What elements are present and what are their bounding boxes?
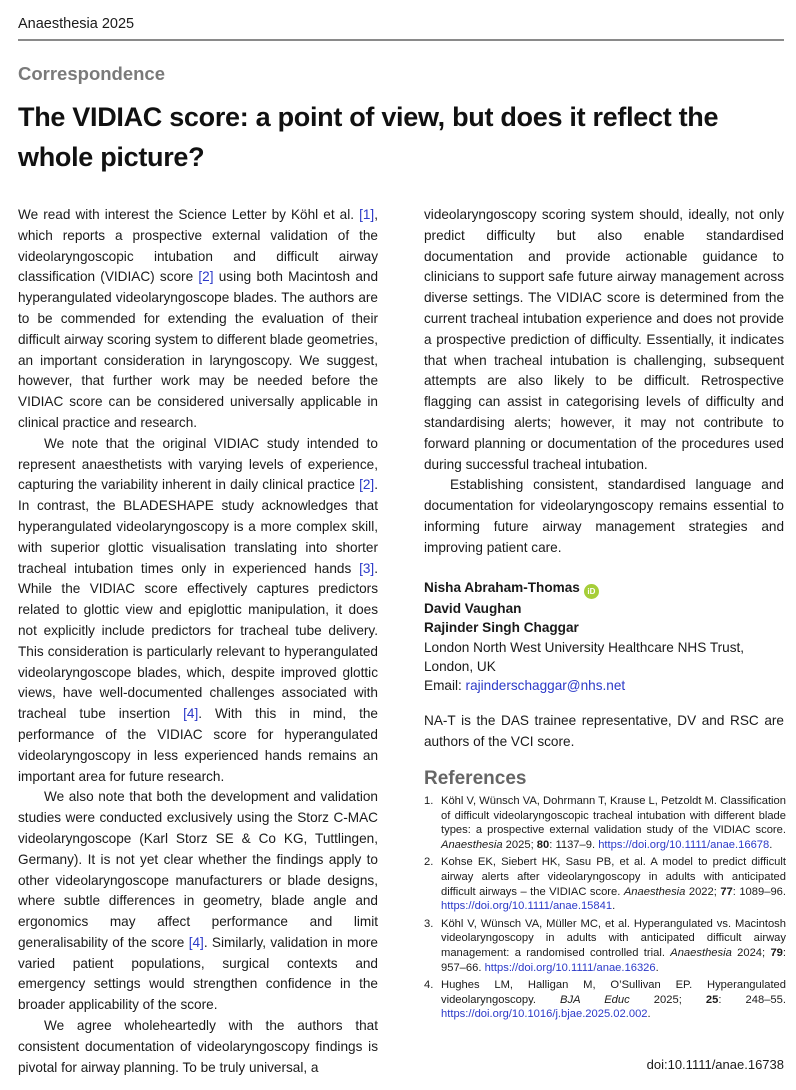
- journal-title: Anaesthesia: [623, 885, 686, 898]
- citation-link[interactable]: [2]: [198, 269, 214, 285]
- reference-text: [441, 979, 786, 1020]
- article-doi: doi:10.1111/anae.16738: [646, 1057, 784, 1072]
- article-title: The VIDIAC score: a point of view, but does it reflect the whole picture?: [18, 102, 719, 172]
- text-run: .: [655, 961, 659, 974]
- paragraph: [18, 1016, 378, 1078]
- text-run: . In contrast, the BLADESHAPE study acknowledges that hyperangulated videolaryngoscopy is a more complex skill, with superior glottic visualisation translating into shorter tracheal intubation times only in experienced hands: [18, 477, 378, 576]
- text-run: .: [647, 1008, 651, 1021]
- text-run: , which reports a prospective external validation of the videolaryngoscopic intubation and difficult airway classification (VIDIAC) score: [18, 207, 378, 285]
- header-rule: [18, 39, 784, 41]
- reference-text: [441, 856, 786, 912]
- text-run: Establishing consistent, standardised language and documentation for videolaryngoscopy remains essential to informing future airway management strategies and improving patient care.: [424, 477, 784, 555]
- text-run: 2022;: [685, 885, 721, 898]
- paragraph: [18, 434, 378, 788]
- text-run: .: [769, 838, 773, 851]
- email-link[interactable]: rajinderschaggar@nhs.net: [465, 678, 626, 693]
- text-run: . With this in mind, the performance of the VIDIAC score for hyperangulated videolaryngoscopy in less experienced hands remains an important area for future research.: [18, 706, 378, 784]
- author-block: [424, 578, 784, 695]
- text-run: using both Macintosh and hyperangulated videolaryngoscope blades. The authors are to be commended for extending the evaluation of their difficult airway scoring system to different blade geometries, an important consideration in laryngoscopy. We suggest, however, that further work may be needed before the VIDIAC score can be considered universally applicable in clinical practice and research.: [18, 269, 379, 430]
- journal-name: Anaesthesia 2025: [18, 16, 135, 32]
- paragraph: [424, 475, 784, 558]
- author-name: Rajinder Singh Chaggar: [424, 620, 579, 635]
- competing-interests: NA-T is the DAS trainee representative, DV and RSC are authors of the VCI score.: [424, 713, 784, 749]
- text-run: : 957–66.: [441, 946, 786, 974]
- citation-link[interactable]: [4]: [183, 706, 199, 722]
- text-run: 2025;: [629, 993, 706, 1006]
- text-run: Köhl V, Wünsch VA, Müller MC, et al. Hyperangulated vs. Macintosh videolaryngoscopy in adults with anticipated difficult airway management: a randomised controlled trial.: [441, 917, 786, 959]
- doi-link[interactable]: https://doi.org/10.1016/j.bjae.2025.02.002: [441, 1008, 648, 1021]
- reference-list: [424, 794, 786, 1025]
- reference-text: [441, 795, 786, 851]
- affiliation: London North West University Healthcare NHS Trust,: [424, 640, 745, 655]
- text-run: Kohse EK, Siebert HK, Sasu PB, et al. A model to predict difficult airway alerts after videolaryngoscopy in adults with anticipated difficult airways – the VIDIAC score.: [441, 856, 786, 898]
- journal-title: BJA Educ: [560, 993, 630, 1006]
- body-column-right: [424, 205, 784, 559]
- reference-item: [424, 978, 786, 1022]
- text-run: : 1089–96.: [732, 885, 786, 898]
- doi-link[interactable]: https://doi.org/10.1111/anae.16678: [598, 838, 770, 851]
- reference-number: 1.: [424, 795, 434, 807]
- body-column-left: [18, 205, 378, 1078]
- volume-number: 25: [705, 993, 719, 1006]
- text-run: Hughes LM, Halligan M, O’Sullivan EP. Hyperangulated videolaryngoscopy.: [441, 979, 786, 1006]
- section-label: Correspondence: [18, 63, 166, 84]
- references-heading: References: [424, 768, 527, 789]
- reference-item: [424, 855, 786, 913]
- text-run: .: [612, 900, 616, 913]
- citation-link[interactable]: [4]: [188, 934, 204, 950]
- text-run: 2025;: [502, 838, 537, 851]
- citation-link[interactable]: [3]: [359, 560, 375, 576]
- volume-number: 79: [770, 946, 783, 959]
- paragraph: [424, 205, 784, 475]
- reference-number: 2.: [424, 856, 434, 869]
- reference-number: 4.: [424, 979, 434, 992]
- affiliation-location: London, UK: [424, 659, 496, 674]
- text-run: : 1137–9.: [549, 838, 599, 851]
- reference-number: 3.: [424, 917, 434, 930]
- text-run: . Similarly, validation in more varied patient populations, surgical contexts and emergency settings would strengthen confidence in the broader applicability of the score.: [18, 934, 378, 1013]
- citation-link[interactable]: [2]: [359, 477, 375, 493]
- doi-link[interactable]: https://doi.org/10.1111/anae.15841: [441, 900, 613, 913]
- text-run: 2024;: [731, 946, 771, 959]
- text-run: We note that the original VIDIAC study intended to represent anaesthetists with varying levels of experience, capturing the variability inherent in daily clinical practice: [18, 435, 378, 493]
- volume-number: 77: [720, 885, 733, 898]
- paragraph: [18, 787, 378, 1016]
- reference-item: [424, 794, 786, 852]
- volume-number: 80: [536, 838, 550, 851]
- reference-item: [424, 917, 786, 975]
- journal-title: Anaesthesia: [441, 838, 503, 851]
- email-line: [424, 676, 784, 695]
- text-run: We agree wholeheartedly with the authors that consistent documentation of videolaryngoscopy findings is pivotal for airway planning. To be truly universal, a: [18, 1018, 378, 1075]
- reference-text: [441, 918, 786, 974]
- text-run: videolaryngoscopy scoring system should, ideally, not only predict difficulty but also enable standardised documentation and provide actionable guidance to clinicians to support safe future airway management across diverse settings. The VIDIAC score is determined from the current tracheal intubation experience and does not provide a prospective prediction of difficulty. Essentially, it indicates that when tracheal intubation is challenging, subsequent attempts are also likely to be difficult. Retrospective flagging can assist in categorising levels of difficulty and standardising alerts; however, it may not contribute to forward planning or documentation of the procedures used during successful tracheal intubation.: [424, 207, 784, 472]
- orcid-icon[interactable]: iD: [584, 584, 599, 599]
- text-run: We also note that both the development and validation studies were conducted exclusively using the Storz C-MAC videolaryngoscope (Karl Storz SE & Co KG, Tuttlingen, Germany). It is not yet clear whether the findings apply to other videolaryngoscope manufacturers or blade designs, where subtle differences in geometry, blade angle and ergonomics may affect performance and limit generalisability of the score: [18, 789, 378, 950]
- author-name: David Vaughan: [424, 601, 522, 616]
- citation-link[interactable]: [1]: [359, 207, 375, 222]
- text-run: . While the VIDIAC score effectively captures predictors related to glottic view and epiglottic manipulation, it does not explicitly include predictors for tracheal tube delivery. This consideration is particularly relevant to hyperangulated videolaryngoscope blades, which, despite improved glottic views, have well-documented challenges associated with tracheal tube insertion: [18, 560, 378, 722]
- email-label: Email:: [424, 678, 466, 693]
- doi-link[interactable]: https://doi.org/10.1111/anae.16326: [484, 961, 656, 974]
- text-run: Köhl V, Wünsch VA, Dohrmann T, Krause L, Petzoldt M. Classification of difficult videolaryngoscopic tracheal intubation with different blade types: a prospective external validation study of the VIDIAC score.: [441, 795, 786, 837]
- journal-title: Anaesthesia: [670, 946, 732, 959]
- author-name: Nisha Abraham-Thomas: [424, 580, 580, 595]
- paragraph: [18, 205, 378, 434]
- text-run: We read with interest the Science Letter by Köhl et al.: [18, 207, 360, 222]
- text-run: : 248–55.: [718, 993, 786, 1006]
